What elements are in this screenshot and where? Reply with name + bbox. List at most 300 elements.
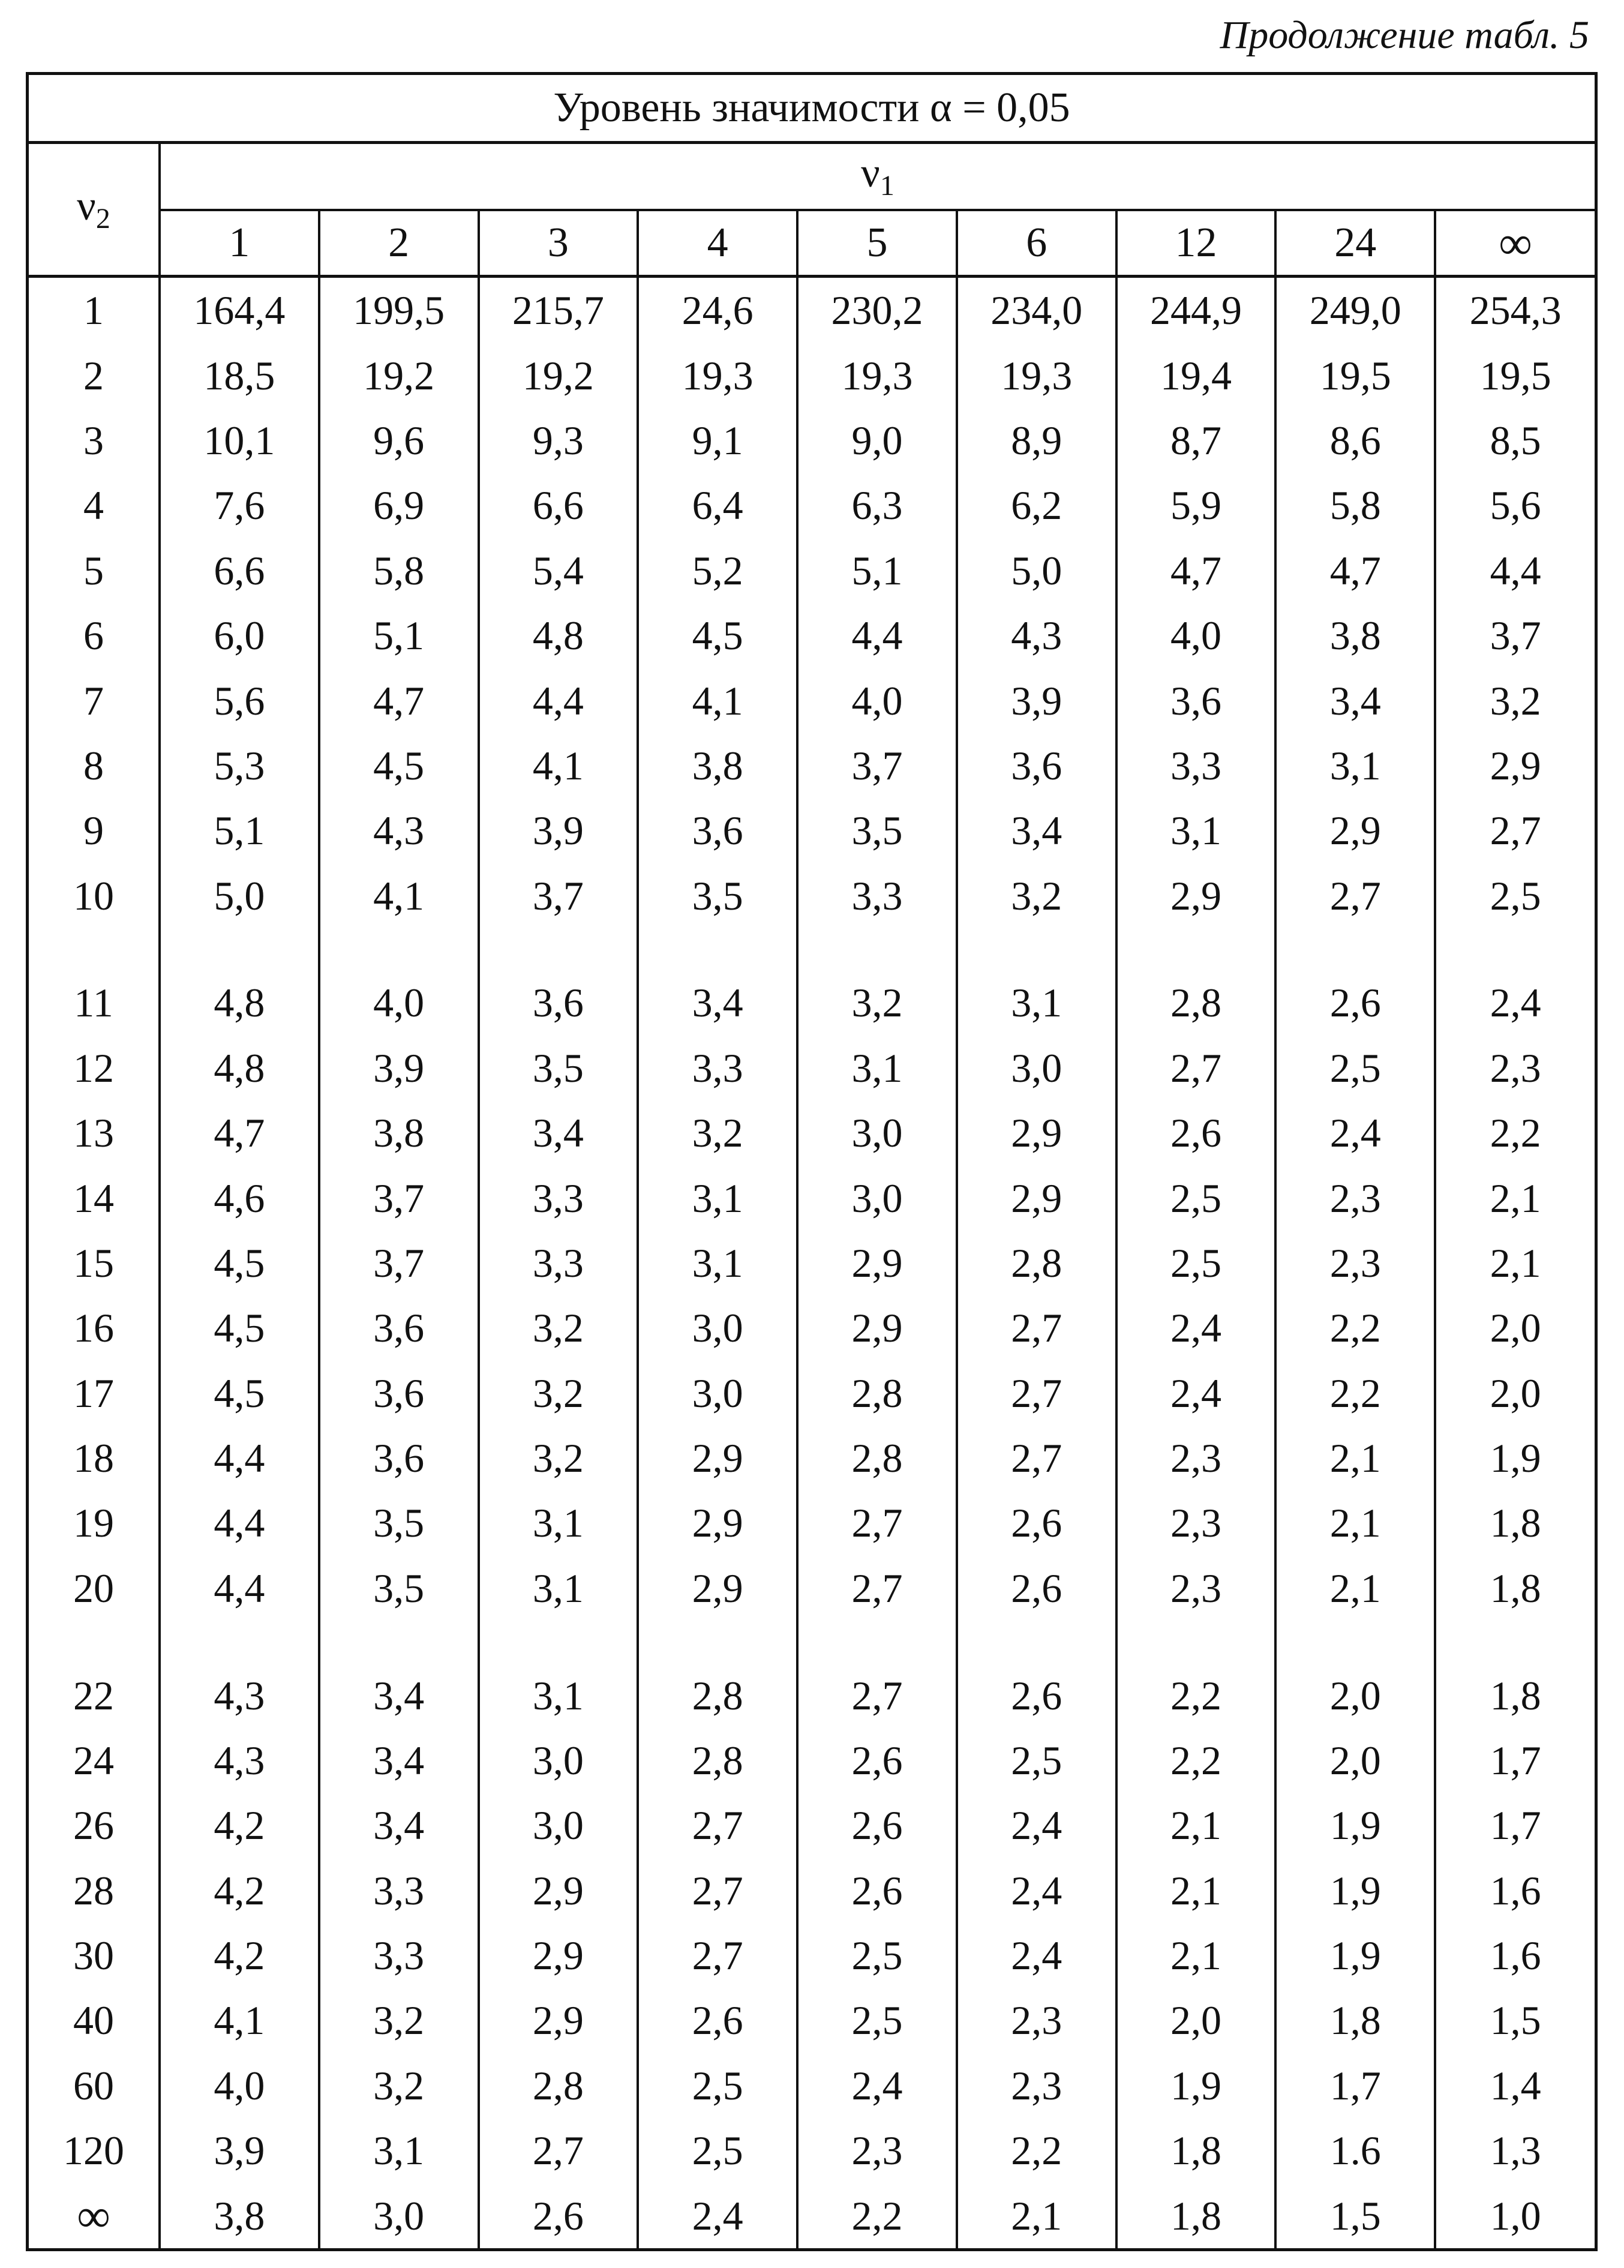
table-row — [29, 1556, 1595, 1621]
table-cell: 9,3 — [479, 408, 638, 473]
table-cell: 19,3 — [957, 343, 1116, 407]
table-cell: 8,6 — [1275, 408, 1435, 473]
f-distribution-table — [26, 72, 1598, 2251]
spacer-cell — [957, 1621, 1116, 1663]
row-header-v2: 40 — [29, 1988, 160, 2053]
table-cell: 3,1 — [479, 1663, 638, 1727]
table-cell: 4,1 — [319, 863, 479, 928]
table-cell: 2,3 — [1116, 1556, 1276, 1621]
table-cell: 1,7 — [1275, 2053, 1435, 2118]
table-cell: 3,5 — [797, 798, 957, 863]
spacer-cell — [479, 928, 638, 970]
table-cell: 4,7 — [1116, 538, 1276, 603]
table-cell: 2,1 — [1116, 1923, 1276, 1988]
table-cell: 3,8 — [1275, 603, 1435, 668]
table-cell: 5,0 — [160, 863, 319, 928]
table-cell: 3,6 — [319, 1295, 479, 1360]
table-row — [29, 538, 1595, 603]
table-cell: 18,5 — [160, 343, 319, 407]
table-cell: 3,7 — [319, 1231, 479, 1295]
table-cell: 8,7 — [1116, 408, 1276, 473]
table-cell: 19,2 — [319, 343, 479, 407]
table-cell: 2,2 — [1275, 1361, 1435, 1426]
table-cell: 2,7 — [1116, 1036, 1276, 1100]
table-cell: 2,1 — [1275, 1490, 1435, 1555]
table-cell: 2,9 — [797, 1231, 957, 1295]
table-cell: 3,1 — [479, 1556, 638, 1621]
table-cell: 3,5 — [479, 1036, 638, 1100]
table-cell: 3,4 — [319, 1663, 479, 1727]
table-row — [29, 1490, 1595, 1555]
table-cell: 4,0 — [797, 668, 957, 733]
table-cell: 3,3 — [797, 863, 957, 928]
table-cell: 4,4 — [160, 1556, 319, 1621]
row-header-v2: 16 — [29, 1295, 160, 1360]
table-cell: 2,7 — [638, 1793, 797, 1858]
table-cell: 3,3 — [479, 1165, 638, 1230]
table-cell: 3,1 — [479, 1490, 638, 1555]
table-cell: 3,3 — [638, 1036, 797, 1100]
table-cell: 4,8 — [160, 970, 319, 1035]
table-cell: 2,1 — [1116, 1793, 1276, 1858]
table-cell: 5,6 — [160, 668, 319, 733]
row-header-v2: 26 — [29, 1793, 160, 1858]
table-cell: 4,4 — [797, 603, 957, 668]
table-cell: 3,4 — [479, 1100, 638, 1165]
table-cell: 3,2 — [638, 1100, 797, 1165]
table-cell: 2,9 — [479, 1858, 638, 1922]
table-cell: 1,9 — [1116, 2053, 1276, 2118]
table-cell: 4,4 — [160, 1426, 319, 1490]
table-row — [29, 1793, 1595, 1858]
table-cell: 3,9 — [479, 798, 638, 863]
table-cell: 2,7 — [797, 1663, 957, 1727]
table-cell: 2,9 — [1116, 863, 1276, 928]
table-cell: 2,2 — [957, 2118, 1116, 2183]
spacer-cell — [319, 1621, 479, 1663]
table-cell: 5,3 — [160, 733, 319, 798]
table-cell: 2,5 — [957, 1728, 1116, 1793]
table-cell: 5,4 — [479, 538, 638, 603]
v2-subscript: 2 — [95, 203, 110, 235]
table-cell: 2,0 — [1116, 1988, 1276, 2053]
table-row — [29, 2118, 1595, 2183]
table-cell: 6,3 — [797, 473, 957, 538]
table-cell: 4,5 — [160, 1295, 319, 1360]
table-cell: 2,9 — [638, 1426, 797, 1490]
table-row — [29, 1426, 1595, 1490]
table-cell: 2,6 — [638, 1988, 797, 2053]
table-cell: 3,4 — [319, 1728, 479, 1793]
table-cell: 3,4 — [957, 798, 1116, 863]
table-cell: 3,0 — [957, 1036, 1116, 1100]
table-row — [29, 343, 1595, 407]
column-header: 2 — [319, 210, 479, 277]
table-cell: 3,8 — [319, 1100, 479, 1165]
column-header: 5 — [797, 210, 957, 277]
spacer-cell — [29, 1621, 160, 1663]
spacer-cell — [1275, 928, 1435, 970]
table-cell: 2,1 — [1435, 1231, 1595, 1295]
table-cell: 3,9 — [160, 2118, 319, 2183]
table-cell: 5,9 — [1116, 473, 1276, 538]
table-cell: 3,6 — [1116, 668, 1276, 733]
table-row — [29, 863, 1595, 928]
row-header-v2: 14 — [29, 1165, 160, 1230]
column-header: 1 — [160, 210, 319, 277]
table-cell: 3,5 — [638, 863, 797, 928]
table-cell: 2,5 — [638, 2053, 797, 2118]
column-header: 4 — [638, 210, 797, 277]
table-row — [29, 1858, 1595, 1922]
row-header-v2: 12 — [29, 1036, 160, 1100]
table-cell: 2,4 — [957, 1858, 1116, 1922]
v1-symbol: ν — [861, 150, 880, 196]
table-cell: 1,8 — [1116, 2183, 1276, 2248]
table-cell: 2,0 — [1435, 1361, 1595, 1426]
table-cell: 2,6 — [957, 1556, 1116, 1621]
column-header: 3 — [479, 210, 638, 277]
table-cell: 2,0 — [1435, 1295, 1595, 1360]
table-cell: 4,3 — [319, 798, 479, 863]
table-cell: 2,3 — [1116, 1490, 1276, 1555]
table-cell: 244,9 — [1116, 277, 1276, 343]
row-header-v2: 120 — [29, 2118, 160, 2183]
table-cell: 3,2 — [797, 970, 957, 1035]
table-cell: 5,0 — [957, 538, 1116, 603]
table-cell: 2,9 — [479, 1988, 638, 2053]
table-cell: 2,6 — [1116, 1100, 1276, 1165]
table-cell: 2,8 — [479, 2053, 638, 2118]
table-cell: 3,6 — [638, 798, 797, 863]
table-cell: 4,1 — [479, 733, 638, 798]
table-cell: 2,5 — [797, 1923, 957, 1988]
table-body — [29, 277, 1595, 2249]
table-cell: 4,6 — [160, 1165, 319, 1230]
table-cell: 2,1 — [1275, 1426, 1435, 1490]
table-cell: 2,2 — [1275, 1295, 1435, 1360]
row-header-v2: 19 — [29, 1490, 160, 1555]
table-cell: 199,5 — [319, 277, 479, 343]
table-cell: 3,1 — [797, 1036, 957, 1100]
table-cell: 3,8 — [638, 733, 797, 798]
table-cell: 2,1 — [1435, 1165, 1595, 1230]
table-cell: 3,6 — [957, 733, 1116, 798]
table-cell: 6,6 — [160, 538, 319, 603]
table-cell: 2,1 — [1116, 1858, 1276, 1922]
table-cell: 3,6 — [319, 1361, 479, 1426]
spacer-cell — [638, 928, 797, 970]
row-header-v2: 30 — [29, 1923, 160, 1988]
table-cell: 2,1 — [1275, 1556, 1435, 1621]
table-cell: 2,2 — [1116, 1728, 1276, 1793]
table-cell: 7,6 — [160, 473, 319, 538]
table-cell: 19,4 — [1116, 343, 1276, 407]
table-cell: 4,5 — [160, 1231, 319, 1295]
table-cell: 2,6 — [957, 1663, 1116, 1727]
spacer-cell — [797, 1621, 957, 1663]
table-cell: 3,2 — [479, 1361, 638, 1426]
column-header: ∞ — [1435, 210, 1595, 277]
table-cell: 8,9 — [957, 408, 1116, 473]
table-cell: 3,3 — [319, 1858, 479, 1922]
table-cell: 4,4 — [160, 1490, 319, 1555]
table-cell: 1.6 — [1275, 2118, 1435, 2183]
row-header-v2: 60 — [29, 2053, 160, 2118]
spacer-cell — [638, 1621, 797, 1663]
row-header-v2: 17 — [29, 1361, 160, 1426]
table-cell: 2,7 — [957, 1361, 1116, 1426]
table-cell: 2,9 — [1275, 798, 1435, 863]
v2-symbol: ν — [77, 183, 96, 229]
table-cell: 2,9 — [957, 1100, 1116, 1165]
table-cell: 3,7 — [1435, 603, 1595, 668]
column-header: 24 — [1275, 210, 1435, 277]
table-cell: 3,9 — [319, 1036, 479, 1100]
table-cell: 4,8 — [160, 1036, 319, 1100]
table-cell: 2,9 — [638, 1556, 797, 1621]
table-cell: 3,1 — [957, 970, 1116, 1035]
table-cell: 2,7 — [1435, 798, 1595, 863]
table-row — [29, 2183, 1595, 2248]
table-cell: 3,1 — [638, 1231, 797, 1295]
table-cell: 19,3 — [638, 343, 797, 407]
table-cell: 3,5 — [319, 1490, 479, 1555]
row-header-v2: 22 — [29, 1663, 160, 1727]
row-header-v2: 13 — [29, 1100, 160, 1165]
table-cell: 3,6 — [479, 970, 638, 1035]
table-cell: 5,8 — [1275, 473, 1435, 538]
table-cell: 2,8 — [1116, 970, 1276, 1035]
table-row — [29, 473, 1595, 538]
table-cell: 1,3 — [1435, 2118, 1595, 2183]
spacer-cell — [957, 928, 1116, 970]
table-cell: 4,3 — [957, 603, 1116, 668]
table-cell: 1,7 — [1435, 1728, 1595, 1793]
spacer-cell — [160, 1621, 319, 1663]
table-cell: 3,2 — [319, 2053, 479, 2118]
table-cell: 9,0 — [797, 408, 957, 473]
table-cell: 2,8 — [957, 1231, 1116, 1295]
row-header-v2: 20 — [29, 1556, 160, 1621]
table-cell: 2,7 — [797, 1490, 957, 1555]
table-cell: 3,2 — [319, 1988, 479, 2053]
row-header-v2: 10 — [29, 863, 160, 928]
table-cell: 2,7 — [638, 1858, 797, 1922]
table-cell: 2,9 — [1435, 733, 1595, 798]
row-header-v2: 2 — [29, 343, 160, 407]
table-cell: 3,0 — [797, 1100, 957, 1165]
spacer-cell — [1116, 928, 1276, 970]
table-cell: 6,2 — [957, 473, 1116, 538]
table-cell: 2,2 — [1435, 1100, 1595, 1165]
table-cell: 24,6 — [638, 277, 797, 343]
table-cell: 4,7 — [319, 668, 479, 733]
table-cell: 5,2 — [638, 538, 797, 603]
column-header-row — [29, 210, 1595, 277]
table-cell: 1,4 — [1435, 2053, 1595, 2118]
row-header-v2: 6 — [29, 603, 160, 668]
table-cell: 2,6 — [797, 1793, 957, 1858]
table-cell: 1,5 — [1275, 2183, 1435, 2248]
table-cell: 4,3 — [160, 1728, 319, 1793]
table-row — [29, 1231, 1595, 1295]
table-cell: 4,5 — [160, 1361, 319, 1426]
row-header-v2: ∞ — [29, 2183, 160, 2248]
table-cell: 2,3 — [957, 1988, 1116, 2053]
table-cell: 234,0 — [957, 277, 1116, 343]
table-cell: 2,5 — [638, 2118, 797, 2183]
table-cell: 215,7 — [479, 277, 638, 343]
table-cell: 2,5 — [1116, 1165, 1276, 1230]
table-row — [29, 1165, 1595, 1230]
table-cell: 1,7 — [1435, 1793, 1595, 1858]
table-cell: 2,7 — [638, 1923, 797, 1988]
table-row — [29, 1728, 1595, 1793]
table-cell: 5,1 — [797, 538, 957, 603]
spacer-cell — [479, 1621, 638, 1663]
table-row — [29, 1036, 1595, 1100]
table-grid — [29, 75, 1595, 2248]
table-cell: 19,2 — [479, 343, 638, 407]
table-row — [29, 1988, 1595, 2053]
table-cell: 2,4 — [957, 1923, 1116, 1988]
table-cell: 1,8 — [1435, 1663, 1595, 1727]
spacer-cell — [29, 928, 160, 970]
table-cell: 2,5 — [1435, 863, 1595, 928]
table-cell: 4,0 — [160, 2053, 319, 2118]
table-row — [29, 1663, 1595, 1727]
row-header-v2: 11 — [29, 970, 160, 1035]
table-row — [29, 2053, 1595, 2118]
table-cell: 3,2 — [479, 1295, 638, 1360]
table-cell: 2,7 — [957, 1426, 1116, 1490]
table-cell: 1,6 — [1435, 1858, 1595, 1922]
table-cell: 6,6 — [479, 473, 638, 538]
table-cell: 1,9 — [1275, 1858, 1435, 1922]
column-header: 12 — [1116, 210, 1276, 277]
table-cell: 2,6 — [797, 1858, 957, 1922]
table-cell: 4,4 — [479, 668, 638, 733]
table-cell: 4,1 — [638, 668, 797, 733]
table-cell: 6,0 — [160, 603, 319, 668]
table-cell: 230,2 — [797, 277, 957, 343]
table-cell: 3,1 — [1116, 798, 1276, 863]
table-cell: 2,7 — [1275, 863, 1435, 928]
spacer-cell — [319, 928, 479, 970]
table-cell: 2,9 — [638, 1490, 797, 1555]
table-cell: 2,0 — [1275, 1728, 1435, 1793]
table-cell: 2,4 — [638, 2183, 797, 2248]
table-cell: 2,0 — [1275, 1663, 1435, 1727]
table-cell: 2,8 — [797, 1361, 957, 1426]
table-cell: 1,6 — [1435, 1923, 1595, 1988]
table-row — [29, 668, 1595, 733]
table-cell: 3,2 — [1435, 668, 1595, 733]
table-cell: 3,0 — [479, 1793, 638, 1858]
table-cell: 4,0 — [319, 970, 479, 1035]
table-cell: 2,8 — [638, 1663, 797, 1727]
table-cell: 3,7 — [319, 1165, 479, 1230]
row-header-v2: 1 — [29, 277, 160, 343]
table-cell: 5,6 — [1435, 473, 1595, 538]
table-cell: 2,3 — [1275, 1165, 1435, 1230]
table-cell: 2,4 — [957, 1793, 1116, 1858]
table-cell: 3,4 — [638, 970, 797, 1035]
table-cell: 4,2 — [160, 1858, 319, 1922]
table-cell: 3,2 — [479, 1426, 638, 1490]
table-cell: 2,4 — [1435, 970, 1595, 1035]
table-row — [29, 1923, 1595, 1988]
table-row — [29, 603, 1595, 668]
table-cell: 2,3 — [797, 2118, 957, 2183]
table-cell: 2,7 — [797, 1556, 957, 1621]
table-cell: 3,7 — [797, 733, 957, 798]
table-cell: 1,8 — [1275, 1988, 1435, 2053]
table-cell: 4,3 — [160, 1663, 319, 1727]
table-cell: 10,1 — [160, 408, 319, 473]
column-header: 6 — [957, 210, 1116, 277]
table-cell: 2,9 — [797, 1295, 957, 1360]
spacer-cell — [797, 928, 957, 970]
row-header-v2: 15 — [29, 1231, 160, 1295]
table-cell: 2,2 — [1116, 1663, 1276, 1727]
table-cell: 5,1 — [319, 603, 479, 668]
table-cell: 6,4 — [638, 473, 797, 538]
table-cell: 3,0 — [479, 1728, 638, 1793]
row-header-v2: 18 — [29, 1426, 160, 1490]
table-cell: 2,6 — [957, 1490, 1116, 1555]
table-title: Уровень значимости α = 0,05 — [29, 75, 1595, 143]
v1-subscript: 1 — [879, 170, 894, 202]
row-header-v2: 7 — [29, 668, 160, 733]
table-cell: 1,8 — [1435, 1556, 1595, 1621]
table-cell: 164,4 — [160, 277, 319, 343]
table-cell: 3,3 — [1116, 733, 1276, 798]
table-row — [29, 277, 1595, 343]
table-cell: 2,4 — [1116, 1295, 1276, 1360]
table-cell: 2,6 — [797, 1728, 957, 1793]
table-cell: 4,4 — [1435, 538, 1595, 603]
spacer-cell — [1275, 1621, 1435, 1663]
table-cell: 2,3 — [1435, 1036, 1595, 1100]
table-row — [29, 1361, 1595, 1426]
table-cell: 3,7 — [479, 863, 638, 928]
table-cell: 4,7 — [160, 1100, 319, 1165]
v2-header — [29, 143, 160, 277]
table-cell: 1,9 — [1435, 1426, 1595, 1490]
table-cell: 2,5 — [1116, 1231, 1276, 1295]
table-cell: 2,6 — [479, 2183, 638, 2248]
table-row — [29, 408, 1595, 473]
table-cell: 2,3 — [1275, 1231, 1435, 1295]
table-cell: 4,1 — [160, 1988, 319, 2053]
group-spacer — [29, 1621, 1595, 1663]
table-cell: 4,2 — [160, 1793, 319, 1858]
table-cell: 1,0 — [1435, 2183, 1595, 2248]
row-header-v2: 28 — [29, 1858, 160, 1922]
table-cell: 2,5 — [1275, 1036, 1435, 1100]
table-cell: 3,4 — [1275, 668, 1435, 733]
table-cell: 2,3 — [1116, 1426, 1276, 1490]
table-cell: 2,7 — [957, 1295, 1116, 1360]
table-cell: 4,8 — [479, 603, 638, 668]
table-cell: 9,6 — [319, 408, 479, 473]
table-cell: 2,9 — [957, 1165, 1116, 1230]
group-spacer — [29, 928, 1595, 970]
table-cell: 2,3 — [957, 2053, 1116, 2118]
table-cell: 1,8 — [1116, 2118, 1276, 2183]
